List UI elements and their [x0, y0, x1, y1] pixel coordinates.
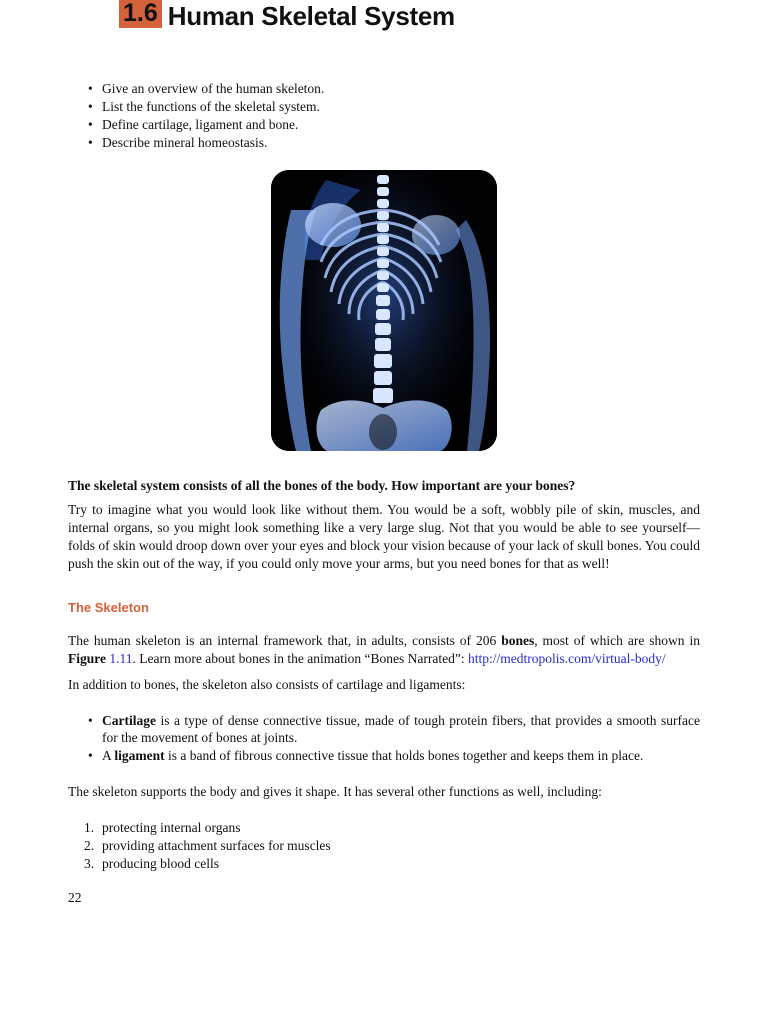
function-item [84, 855, 331, 873]
text-run: The human skeleton is an internal framework that, in adults, consists of 206 [68, 633, 502, 648]
function-text: providing attachment surfaces for muscles [102, 838, 331, 853]
definition-text: is a type of dense connective tissue, made of tough protein fibers, that provides a smooth surface for the movement of bones at joints. [102, 713, 700, 745]
section-number-badge: 1.6 [119, 0, 162, 28]
figure-reference-link[interactable]: 1.11 [109, 651, 133, 666]
function-text: producing blood cells [102, 856, 219, 871]
text-run: . Learn more about bones in the animation “Bones Narrated”: [132, 651, 469, 666]
definitions-list [88, 712, 700, 765]
intro-paragraph: Try to imagine what you would look like without them. You would be a soft, wobbly pile of skin, muscles, and internal organs, so you might look something like a very large slug. Not that you would be able to see yourself—folds of skin would droop down over your eyes and block your vision because of your lack of skull bones. You could push the skin out of the way, if you could only move your arms, but you need bones for that as well! [68, 502, 700, 571]
definition-text: is a band of fibrous connective tissue that holds bones together and keeps them in place. [164, 748, 644, 763]
xray-skeleton-image [271, 170, 497, 451]
section-heading-skeleton: The Skeleton [68, 600, 149, 615]
page-number: 22 [68, 890, 82, 905]
term-ligament: ligament [114, 748, 165, 763]
text-run: , most of which are shown in [534, 633, 700, 648]
list-number: 2. [84, 838, 95, 853]
definition-item-ligament [88, 747, 700, 764]
external-url-link[interactable]: http://medtropolis.com/virtual-body/ [468, 651, 666, 666]
objective-item: • Describe mineral homeostasis. [88, 134, 324, 152]
page-title: Human Skeletal System [167, 1, 455, 31]
cartilage-ligament-intro: In addition to bones, the skeleton also consists of cartilage and ligaments: [68, 677, 466, 692]
figure-label: Figure [68, 651, 106, 666]
term-cartilage: Cartilage [102, 713, 156, 728]
skeleton-paragraph [68, 632, 700, 668]
definition-item-cartilage [88, 712, 700, 746]
objective-item: • Define cartilage, ligament and bone. [88, 116, 324, 134]
objective-item: • Give an overview of the human skeleton. [88, 80, 324, 98]
section-header [119, 0, 455, 32]
functions-list [84, 819, 331, 873]
term-bones: bones [501, 633, 535, 648]
function-item [84, 837, 331, 855]
function-item [84, 819, 331, 837]
function-text: protecting internal organs [102, 820, 241, 835]
definition-prefix: A [102, 748, 115, 763]
learning-objectives-list [88, 80, 324, 152]
intro-question: The skeletal system consists of all the bones of the body. How important are your bones? [68, 478, 576, 493]
functions-intro: The skeleton supports the body and gives it shape. It has several other functions as well, including: [68, 784, 602, 799]
list-number: 1. [84, 820, 95, 835]
objective-item: • List the functions of the skeletal system. [88, 98, 324, 116]
xray-skeleton-illustration [271, 170, 497, 451]
list-number: 3. [84, 856, 95, 871]
